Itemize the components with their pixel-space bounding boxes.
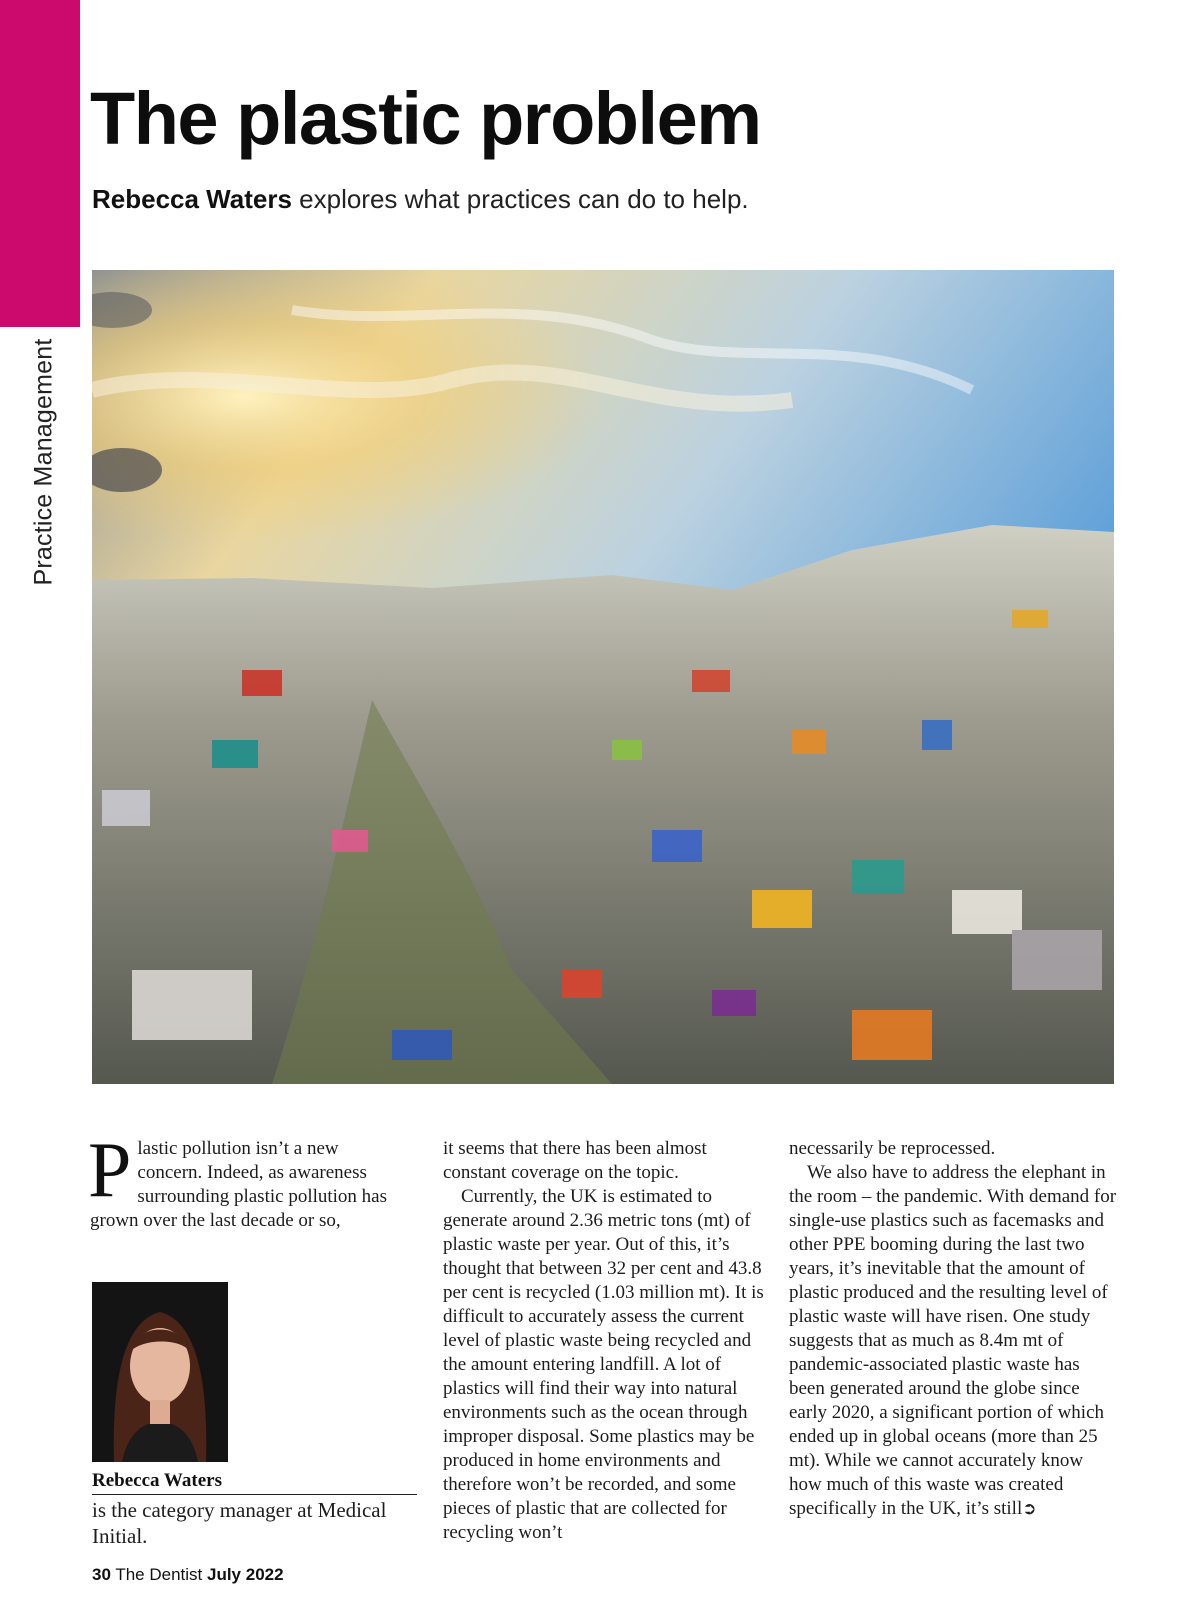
article-column-3 bbox=[789, 1137, 1119, 1521]
issue-date: July 2022 bbox=[207, 1565, 284, 1584]
column-1-text: lastic pollution isn’t a new concern. Indeed, as awareness surrounding plastic pollution has grown over the last decade or so, bbox=[90, 1138, 388, 1231]
author-name: Rebecca Waters bbox=[92, 1469, 417, 1495]
magazine-name: The Dentist bbox=[110, 1565, 207, 1584]
landfill-illustration bbox=[92, 270, 1114, 1084]
article-standfirst bbox=[92, 184, 749, 215]
author-bio: is the category manager at Medical Initial. bbox=[92, 1498, 387, 1548]
hero-image bbox=[92, 270, 1114, 1084]
section-color-bar bbox=[0, 0, 80, 327]
article-title: The plastic problem bbox=[90, 77, 761, 160]
standfirst-text: explores what practices can do to help. bbox=[291, 184, 749, 214]
column-3-paragraph-2 bbox=[789, 1161, 1119, 1521]
continue-arrow-icon: ➲ bbox=[1022, 1499, 1037, 1518]
author-portrait bbox=[92, 1282, 228, 1462]
page-number: 30 bbox=[92, 1565, 111, 1584]
drop-cap: P bbox=[88, 1126, 132, 1213]
column-2-paragraph-2: Currently, the UK is estimated to generate around 2.36 metric tons (mt) of plastic waste per year. Out of this, it’s thought that between 32 per cent and 43.8 per cent is recycled (1.03 million mt). It is difficult to accurately assess the current level of plastic waste being recycled and the amount entering landfill. A lot of plastics will find their way into natural environments such as the ocean through improper disposal. Some plastics may be produced in home environments and therefore won’t be recorded, and some pieces of plastic that are collected for recycling won’t bbox=[443, 1186, 764, 1543]
page-footer bbox=[92, 1565, 284, 1585]
column-2-paragraph-1: it seems that there has been almost constant coverage on the topic. bbox=[443, 1138, 707, 1183]
article-column-1 bbox=[88, 1126, 395, 1233]
article-column-2 bbox=[443, 1137, 773, 1545]
standfirst-author: Rebecca Waters bbox=[92, 184, 292, 214]
section-label: Practice Management bbox=[29, 338, 58, 586]
author-photo bbox=[92, 1282, 228, 1462]
column-3-paragraph-1: necessarily be reprocessed. bbox=[789, 1138, 996, 1159]
column-3-paragraph-2-text: We also have to address the elephant in the room – the pandemic. With demand for single-use plastics such as facemasks and other PPE booming during the last two years, it’s inevitable that the amount of plastic produced and the resulting level of plastic waste will have risen. One study suggests that as much as 8.4m mt of pandemic-associated plastic waste has been generated around the globe since early 2020, a significant portion of which ended up in global oceans (more than 25 mt). While we cannot accurately know how much of this waste was created specifically in the UK, it’s still bbox=[789, 1162, 1117, 1519]
